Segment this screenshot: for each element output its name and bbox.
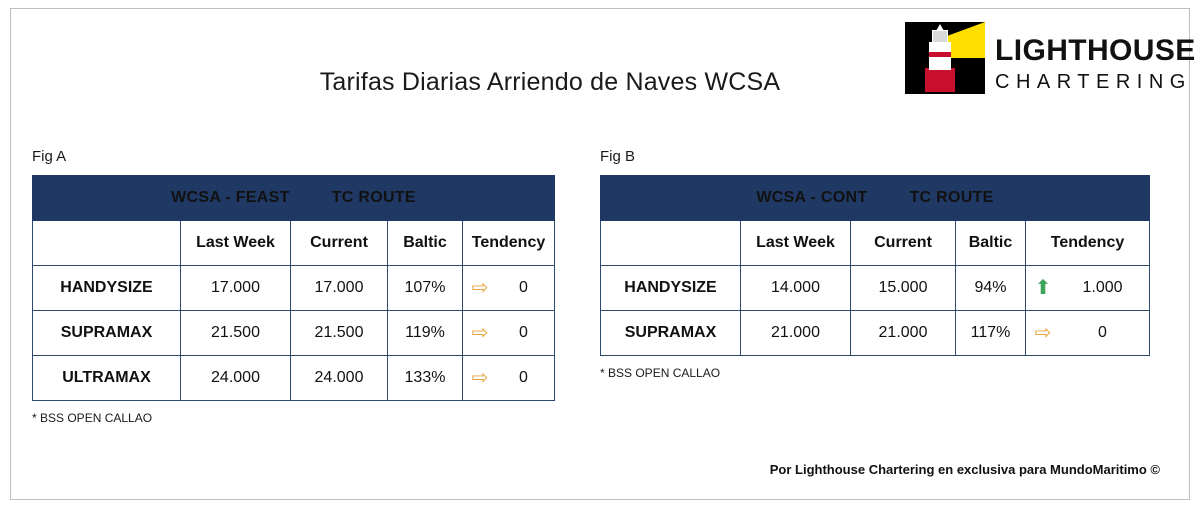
column-header-last-week: Last Week: [741, 221, 851, 266]
figure-a-label: Fig A: [32, 148, 67, 165]
arrow-flat-icon: ⇨: [471, 367, 489, 389]
tendency-value: 0: [519, 324, 528, 341]
tendency-value: 0: [519, 369, 528, 386]
table-column-header-row: [601, 221, 1150, 266]
logo-mark-icon: [905, 22, 985, 94]
row-label: HANDYSIZE: [33, 266, 181, 311]
cell-baltic: 94%: [956, 266, 1026, 311]
cell-last-week: 21.000: [741, 311, 851, 356]
figure-a-band-left: WCSA - FEAST: [171, 189, 290, 206]
figure-a-band: [33, 176, 555, 221]
figure-a-footnote: * BSS OPEN CALLAO: [32, 411, 153, 425]
logo-beam-shape: [947, 22, 985, 58]
lighthouse-lantern-icon: [932, 30, 948, 43]
cell-last-week: 21.500: [181, 311, 291, 356]
cell-tendency: [463, 266, 555, 311]
row-label: SUPRAMAX: [33, 311, 181, 356]
column-header-last-week: Last Week: [181, 221, 291, 266]
figure-b-label: Fig B: [600, 148, 636, 165]
cell-current: 21.000: [851, 311, 956, 356]
row-label: HANDYSIZE: [601, 266, 741, 311]
row-label: ULTRAMAX: [33, 356, 181, 401]
row-label: SUPRAMAX: [601, 311, 741, 356]
lighthouse-base-icon: [925, 68, 955, 92]
arrow-up-icon: ⬆: [1034, 277, 1052, 299]
cell-current: 24.000: [291, 356, 388, 401]
cell-baltic: 119%: [388, 311, 463, 356]
figure-b-band-right: TC ROUTE: [909, 189, 994, 206]
cell-current: 21.500: [291, 311, 388, 356]
figure-b-band: [601, 176, 1150, 221]
cell-tendency: [463, 311, 555, 356]
table-row: [601, 266, 1150, 311]
column-header-tendency: Tendency: [463, 221, 555, 266]
tendency-value: 0: [519, 279, 528, 296]
column-header-baltic: Baltic: [388, 221, 463, 266]
column-header-blank: [601, 221, 741, 266]
figure-b-band-left: WCSA - CONT: [756, 189, 868, 206]
cell-baltic: 107%: [388, 266, 463, 311]
column-header-tendency: Tendency: [1026, 221, 1150, 266]
cell-current: 15.000: [851, 266, 956, 311]
logo-wordmark: [995, 36, 1196, 92]
figure-b: [600, 148, 1150, 380]
column-header-baltic: Baltic: [956, 221, 1026, 266]
table-column-header-row: [33, 221, 555, 266]
arrow-flat-icon: ⇨: [471, 322, 489, 344]
table-header-band-row: [33, 176, 555, 221]
cell-last-week: 24.000: [181, 356, 291, 401]
cell-tendency: [463, 356, 555, 401]
logo-line-1: LIGHTHOUSE: [995, 34, 1196, 67]
table-row: [33, 356, 555, 401]
credit-line: Por Lighthouse Chartering en exclusiva para MundoMaritimo ©: [769, 462, 1160, 477]
table-row: [33, 266, 555, 311]
table-row: [33, 311, 555, 356]
figure-a-band-right: TC ROUTE: [331, 189, 416, 206]
figure-a: [32, 148, 555, 425]
cell-tendency: [1026, 266, 1150, 311]
cell-baltic: 117%: [956, 311, 1026, 356]
arrow-flat-icon: ⇨: [471, 277, 489, 299]
lighthouse-roof-icon: [936, 24, 944, 31]
cell-tendency: [1026, 311, 1150, 356]
page-title: Tarifas Diarias Arriendo de Naves WCSA: [319, 68, 781, 96]
lighthouse-stripe-icon: [929, 52, 951, 57]
cell-current: 17.000: [291, 266, 388, 311]
figure-b-footnote: * BSS OPEN CALLAO: [600, 366, 721, 380]
column-header-current: Current: [851, 221, 956, 266]
arrow-flat-icon: ⇨: [1034, 322, 1052, 344]
cell-last-week: 17.000: [181, 266, 291, 311]
logo-line-2: CHARTERING: [995, 71, 1192, 93]
figure-b-table: [600, 175, 1150, 356]
tendency-value: 1.000: [1082, 279, 1123, 296]
cell-baltic: 133%: [388, 356, 463, 401]
table-header-band-row: [601, 176, 1150, 221]
lighthouse-logo: [905, 22, 1196, 100]
table-row: [601, 311, 1150, 356]
column-header-current: Current: [291, 221, 388, 266]
tendency-value: 0: [1098, 324, 1107, 341]
column-header-blank: [33, 221, 181, 266]
cell-last-week: 14.000: [741, 266, 851, 311]
figure-a-table: [32, 175, 555, 401]
